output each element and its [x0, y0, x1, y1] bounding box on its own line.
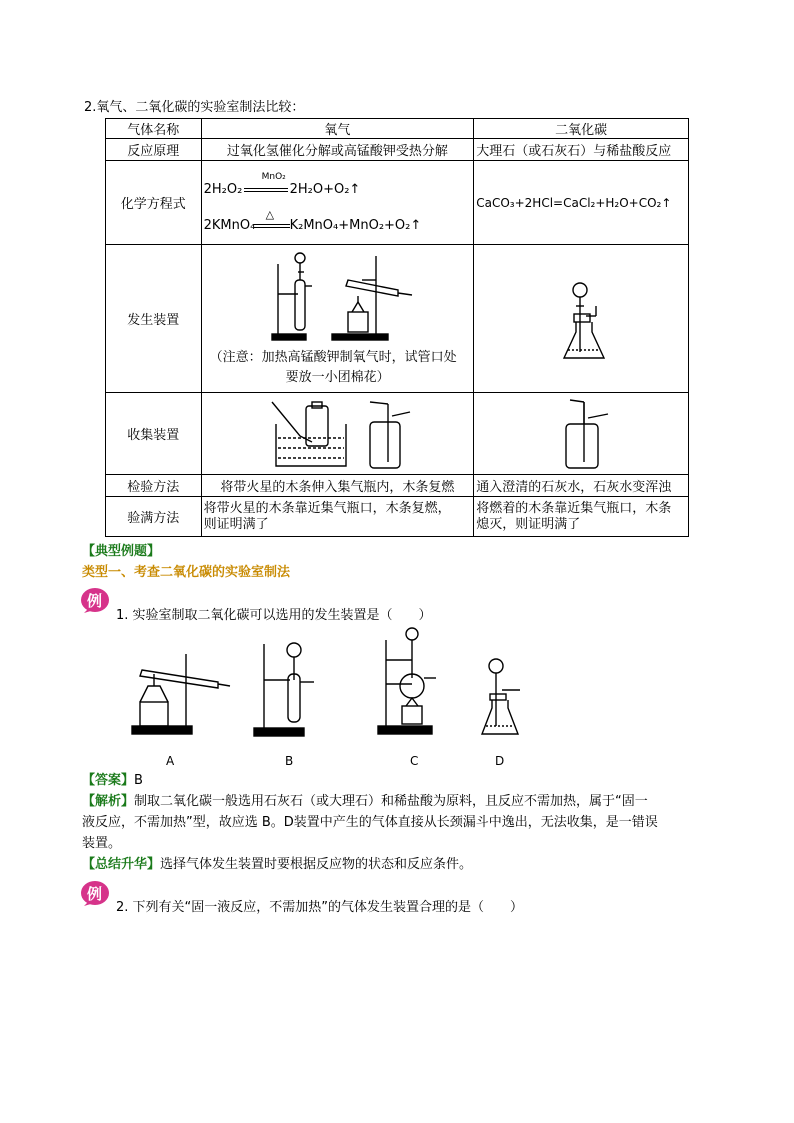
option-b-label: B [285, 754, 294, 768]
full-label: 验满方法 [106, 497, 202, 537]
generator-label: 发生装置 [106, 245, 202, 393]
option-d-label: D [495, 754, 505, 768]
header-gas-name: 气体名称 [106, 119, 202, 139]
typical-examples-heading: 【典型例题】 [82, 544, 161, 559]
eq2-condition: △ [265, 207, 275, 221]
header-co2: 二氧化碳 [474, 119, 689, 139]
row-generator [106, 245, 689, 393]
full-co2-cell [474, 497, 689, 537]
test-label: 检验方法 [106, 475, 202, 497]
option-a-label: A [166, 754, 175, 768]
full-co2-line1: 将燃着的木条靠近集气瓶口，木条 [476, 500, 672, 516]
summary-tag: 【总结升华】 [82, 857, 161, 872]
test-o2: 将带火星的木条伸入集气瓶内，木条复燃 [201, 475, 474, 497]
summary-text: 选择气体发生装置时要根据反应物的状态和反应条件。 [160, 857, 473, 872]
full-co2-line2: 熄灭，则证明满了 [476, 516, 581, 532]
eq2-right: K₂MnO₄+MnO₂+O₂↑ [289, 217, 422, 233]
full-o2-line2: 则证明满了 [203, 516, 269, 532]
answer-value: B [134, 773, 143, 788]
type-one-heading: 类型一、考查二氧化碳的实验室制法 [82, 565, 291, 580]
analysis-text1: 制取二氧化碳一般选用石灰石（或大理石）和稀盐酸为原料，且反应不需加热，属于“固一 [134, 794, 648, 809]
answer-line [82, 773, 143, 789]
co2-generator-flask [562, 276, 622, 364]
principle-label: 反应原理 [106, 139, 202, 161]
collector-co2-cell [474, 393, 689, 475]
o2-collector-apparatus [270, 398, 420, 472]
analysis-tag: 【解析】 [82, 794, 135, 809]
generator-o2-note-line2: 要放一小团棉花） [285, 369, 390, 385]
test-co2: 通入澄清的石灰水，石灰水变浑浊 [474, 475, 689, 497]
row-principle [106, 139, 689, 161]
eq1-arrow-line [244, 188, 288, 192]
equation-co2: CaCO₃+2HCl=CaCl₂+H₂O+CO₂↑ [474, 161, 689, 245]
equation-o2-cell [201, 161, 474, 245]
table-header-row [106, 119, 689, 139]
row-full [106, 497, 689, 537]
full-o2-line1: 将带火星的木条靠近集气瓶口，木条复燃， [203, 500, 451, 516]
option-c-apparatus [374, 626, 454, 738]
analysis-line3: 装置。 [82, 836, 122, 851]
principle-o2: 过氧化氢催化分解或高锰酸钾受热分解 [201, 139, 474, 161]
eq2-left: 2KMnO₄ [203, 217, 256, 233]
co2-collector-bottle [562, 398, 622, 472]
eq2-arrow-line [254, 224, 290, 228]
eq1-left: 2H₂O₂ [203, 181, 243, 197]
o2-generator-apparatus [266, 250, 416, 346]
comparison-table [105, 118, 689, 537]
eq1-catalyst: MnO₂ [261, 171, 286, 182]
analysis-line1 [82, 794, 648, 810]
answer-tag: 【答案】 [82, 773, 135, 788]
option-b-apparatus [250, 640, 330, 740]
example-badge-1 [80, 587, 110, 613]
row-equation [106, 161, 689, 245]
option-c-label: C [410, 754, 419, 768]
example-badge-2 [80, 880, 110, 906]
full-o2-cell [201, 497, 474, 537]
principle-co2: 大理石（或石灰石）与稀盐酸反应 [474, 139, 689, 161]
row-test [106, 475, 689, 497]
badge-text-1: 例 [87, 592, 103, 610]
question-1: 1. 实验室制取二氧化碳可以选用的发生装置是（ ） [116, 608, 432, 623]
header-oxygen: 氧气 [201, 119, 474, 139]
generator-o2-note-line1: （注意：加热高锰酸钾制氧气时，试管口处 [209, 349, 457, 365]
badge-text-2: 例 [87, 885, 103, 903]
question-2: 2. 下列有关“固一液反应，不需加热”的气体发生装置合理的是（ ） [116, 900, 524, 915]
summary-line [82, 857, 472, 873]
eq1-right: 2H₂O+O₂↑ [289, 181, 361, 197]
generator-co2-cell [474, 245, 689, 393]
collector-label: 收集装置 [106, 393, 202, 475]
generator-o2-cell [201, 245, 474, 393]
option-a-apparatus [126, 626, 236, 738]
analysis-line2: 液反应，不需加热”型，故应选 B。D装置中产生的气体直接从长颈漏斗中逸出，无法收集，是一错误 [82, 815, 658, 830]
collector-o2-cell [201, 393, 474, 475]
section-title: 2.氧气、二氧化碳的实验室制法比较： [84, 100, 305, 115]
row-collector [106, 393, 689, 475]
equation-label: 化学方程式 [106, 161, 202, 245]
option-d-apparatus [478, 654, 538, 740]
